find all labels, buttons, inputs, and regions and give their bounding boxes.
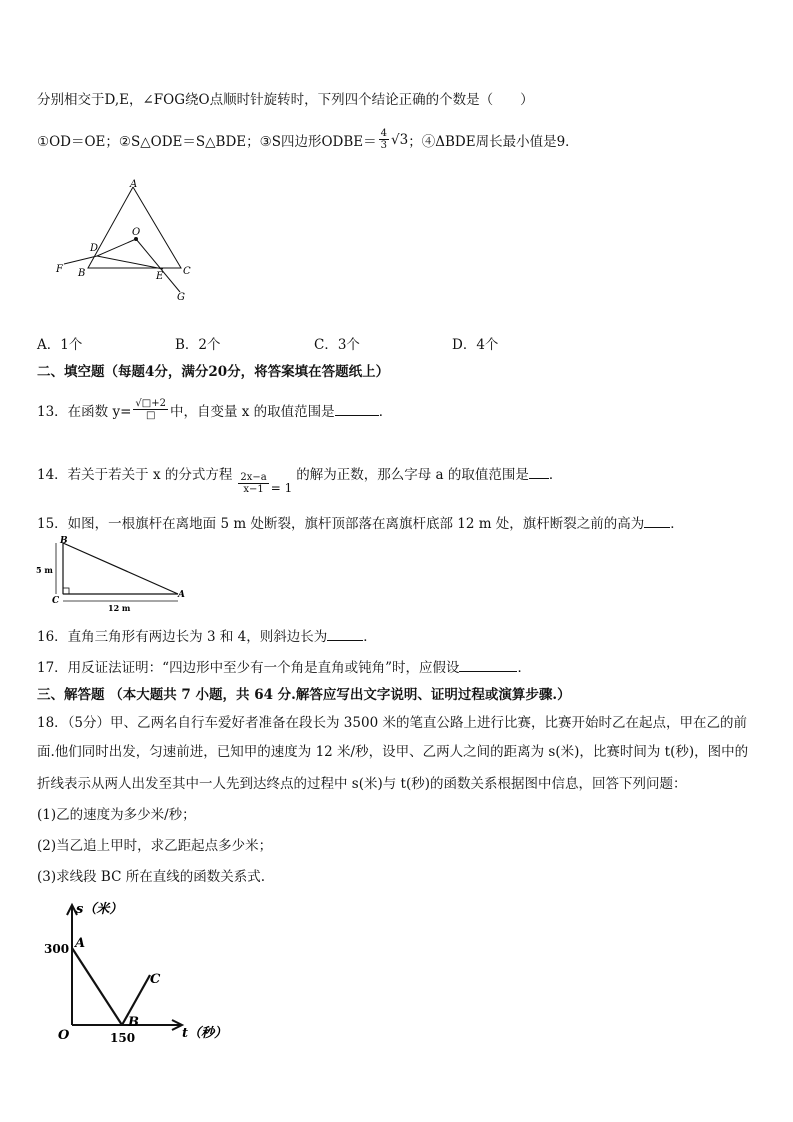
q12-label-f: F bbox=[56, 264, 63, 275]
q14-equation bbox=[236, 472, 292, 495]
q18-point-b: B bbox=[128, 1015, 139, 1030]
q14-end: ． bbox=[548, 466, 563, 483]
q18-point-a: A bbox=[75, 936, 86, 951]
q15-end: ． bbox=[670, 516, 684, 532]
q14-frac-den: x−1 bbox=[243, 484, 264, 495]
q15-label-b: B bbox=[60, 536, 68, 546]
q18-line3: 折线表示从两人出发至其中一人先到达终点的过程中 s(米)与 t(秒)的函数关系根据图中信息，回答下列问题： bbox=[37, 776, 687, 792]
q12-label-g: G bbox=[177, 292, 185, 303]
q18-origin: O bbox=[58, 1028, 70, 1043]
q12-frac-num: 4 bbox=[380, 128, 388, 139]
q12-label-e: E bbox=[156, 271, 164, 282]
q16-answer-blank[interactable] bbox=[327, 628, 363, 641]
q17-answer-blank[interactable] bbox=[459, 659, 517, 672]
q13-fraction bbox=[133, 398, 168, 421]
q12-fraction bbox=[379, 128, 389, 151]
q18-line2: 面.他们同时出发，匀速前进，已知甲的速度为 12 米/秒，设甲、乙两人之间的距离为 s(米)，比赛时间为 t(秒)，图中的 bbox=[37, 744, 749, 760]
q12-conclusion4: ；④ΔBDE周长最小值是9． bbox=[408, 133, 579, 150]
q12-conclusions-text: ①OD＝OE；②S△ODE＝S△BDE；③S四边形ODBE＝ bbox=[37, 133, 377, 150]
q18-segment-ab bbox=[72, 948, 122, 1025]
q18-sub2: (2)当乙追上甲时，求乙距起点多少米； bbox=[37, 838, 273, 854]
q16 bbox=[37, 625, 377, 645]
q14-frac-num: 2x−a bbox=[240, 472, 267, 483]
q12-option-d: D．4个 bbox=[452, 337, 499, 353]
q16-end: ． bbox=[363, 629, 377, 645]
q18-graph bbox=[40, 895, 230, 1050]
q14-fraction bbox=[238, 472, 268, 495]
q15-flagpole-figure bbox=[30, 533, 190, 613]
q18-line1: 18．（5分）甲、乙两名自行车爱好者准备在段长为 3500 米的笔直公路上进行比赛，比赛开始时乙在起点，甲在乙的前 bbox=[37, 715, 747, 731]
q14-answer-blank[interactable] bbox=[529, 466, 549, 479]
q13-frac-den: □ bbox=[145, 410, 156, 421]
q18-point-c: C bbox=[150, 972, 161, 987]
q17-end: ． bbox=[517, 660, 531, 676]
q15 bbox=[37, 512, 684, 532]
q13-end: ． bbox=[378, 403, 393, 420]
q12-label-o: O bbox=[132, 227, 141, 238]
q17 bbox=[37, 656, 531, 676]
q14 bbox=[37, 450, 562, 495]
q15-label-5m: 5 m bbox=[36, 565, 53, 575]
q12-label-d: D bbox=[90, 243, 99, 254]
q12-option-b: B．2个 bbox=[175, 337, 221, 353]
q12-frac-den: 3 bbox=[380, 140, 388, 151]
q12-option-c: C．3个 bbox=[314, 337, 360, 353]
q12-label-a: A bbox=[130, 179, 138, 190]
q18-y-label: s（米） bbox=[76, 902, 123, 917]
q14-text-b: 的解为正数，那么字母 a 的取值范围是 bbox=[296, 466, 529, 483]
q13-frac-num: √□+2 bbox=[135, 398, 166, 409]
q13-text-a: 13．在函数 y= bbox=[37, 403, 132, 420]
q14-eq: = 1 bbox=[270, 481, 293, 495]
q13 bbox=[37, 398, 392, 421]
q18-sub1: (1)乙的速度为多少米/秒； bbox=[37, 807, 196, 823]
q16-text: 16．直角三角形有两边长为 3 和 4，则斜边长为 bbox=[37, 629, 328, 645]
q12-label-c: C bbox=[183, 266, 191, 277]
q12-stem: 分别相交于D,E，∠FOG绕O点顺时针旋转时，下列四个结论正确的个数是（ ） bbox=[37, 92, 534, 108]
q13-answer-blank[interactable] bbox=[335, 403, 379, 416]
section2-title: 二、填空题（每题4分，满分20分，将答案填在答题纸上） bbox=[37, 364, 390, 380]
q12-conclusions bbox=[37, 128, 579, 151]
section3-title: 三、解答题 （本大题共 7 小题，共 64 分.解答应写出文字说明、证明过程或演算步骤.） bbox=[37, 687, 571, 703]
q12-option-a: A．1个 bbox=[37, 337, 83, 353]
q15-label-c: C bbox=[52, 596, 60, 606]
q17-text: 17．用反证法证明：“四边形中至少有一个角是直角或钝角”时，应假设 bbox=[37, 660, 460, 676]
q12-triangle-figure bbox=[50, 175, 210, 305]
q13-text-b: 中，自变量 x 的取值范围是 bbox=[169, 403, 335, 420]
q15-text: 15．如图，一根旗杆在离地面 5 m 处断裂，旗杆顶部落在离旗杆底部 12 m 处，旗杆断裂之前的高为 bbox=[37, 516, 645, 532]
q15-answer-blank[interactable] bbox=[644, 515, 670, 528]
q18-y-tick: 300 bbox=[44, 942, 70, 956]
q12-root: √3 bbox=[391, 131, 409, 148]
q18-sub3: (3)求线段 BC 所在直线的函数关系式. bbox=[37, 869, 265, 885]
q18-x-label: t（秒） bbox=[182, 1026, 228, 1041]
q18-x-tick: 150 bbox=[110, 1031, 136, 1045]
q15-label-a: A bbox=[178, 590, 185, 600]
q14-text-a: 14．若关于若关于 x 的分式方程 bbox=[37, 466, 233, 483]
q15-label-12m: 12 m bbox=[108, 603, 131, 613]
q12-label-b: B bbox=[78, 268, 86, 279]
